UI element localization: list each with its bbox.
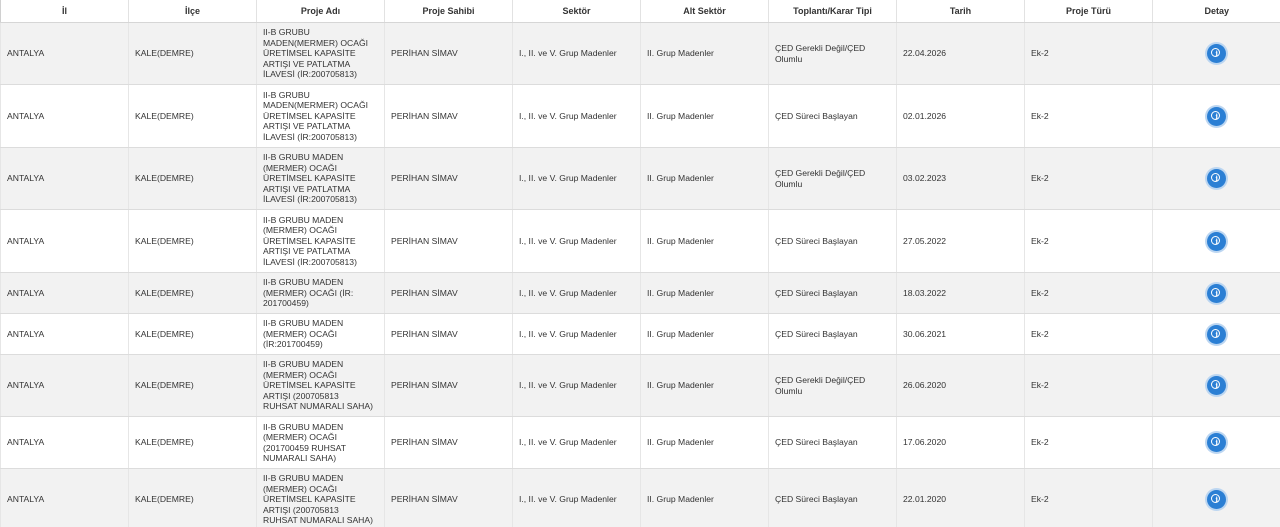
cell-il: ANTALYA (1, 85, 129, 148)
table-row (1, 417, 1280, 469)
cell-tarih: 22.04.2026 (897, 23, 1025, 85)
cell-detay (1153, 469, 1280, 527)
cell-tarih: 22.01.2020 (897, 469, 1025, 527)
cell-ilce: KALE(DEMRE) (129, 469, 257, 527)
cell-proje-sahibi: PERİHAN SİMAV (385, 148, 513, 210)
cell-sektor: I., II. ve V. Grup Madenler (513, 469, 641, 527)
cell-sektor: I., II. ve V. Grup Madenler (513, 23, 641, 85)
detail-button[interactable] (1207, 169, 1226, 188)
cell-tarih: 30.06.2021 (897, 314, 1025, 355)
cell-proje-sahibi: PERİHAN SİMAV (385, 23, 513, 85)
cell-proje-turu: Ek-2 (1025, 85, 1153, 148)
table-row (1, 314, 1280, 355)
table-row (1, 23, 1280, 85)
cell-sektor: I., II. ve V. Grup Madenler (513, 314, 641, 355)
info-icon-glyph: i (1215, 288, 1219, 298)
detail-button[interactable] (1207, 433, 1226, 452)
cell-karar-tipi: ÇED Gerekli Değil/ÇED Olumlu (769, 148, 897, 210)
cell-alt-sektor: II. Grup Madenler (641, 85, 769, 148)
cell-ilce: KALE(DEMRE) (129, 23, 257, 85)
info-icon-glyph: i (1215, 236, 1219, 246)
cell-proje-turu: Ek-2 (1025, 210, 1153, 273)
cell-detay (1153, 314, 1280, 355)
info-icon-glyph: i (1215, 495, 1219, 504)
header-sektor[interactable]: Sektör (513, 0, 641, 23)
cell-karar-tipi: ÇED Süreci Başlayan (769, 314, 897, 355)
cell-karar-tipi: ÇED Gerekli Değil/ÇED Olumlu (769, 23, 897, 85)
header-ilce[interactable]: İlçe (129, 0, 257, 23)
info-icon-glyph: i (1215, 111, 1219, 121)
cell-sektor: I., II. ve V. Grup Madenler (513, 148, 641, 210)
cell-proje-sahibi: PERİHAN SİMAV (385, 355, 513, 417)
cell-ilce: KALE(DEMRE) (129, 417, 257, 469)
cell-proje-sahibi: PERİHAN SİMAV (385, 417, 513, 469)
cell-ilce: KALE(DEMRE) (129, 273, 257, 314)
header-detay: Detay (1153, 0, 1280, 23)
cell-detay (1153, 85, 1280, 148)
header-proje-sahibi[interactable]: Proje Sahibi (385, 0, 513, 23)
table-row (1, 355, 1280, 417)
cell-detay (1153, 148, 1280, 210)
cell-sektor: I., II. ve V. Grup Madenler (513, 273, 641, 314)
cell-il: ANTALYA (1, 148, 129, 210)
cell-tarih: 27.05.2022 (897, 210, 1025, 273)
table-row (1, 210, 1280, 273)
header-karar-tipi[interactable]: Toplantı/Karar Tipi (769, 0, 897, 23)
cell-alt-sektor: II. Grup Madenler (641, 210, 769, 273)
cell-proje-turu: Ek-2 (1025, 314, 1153, 355)
info-icon-glyph: i (1215, 174, 1219, 183)
info-icon-glyph: i (1215, 49, 1219, 58)
cell-proje-adi: II-B GRUBU MADEN (MERMER) OCAĞI ÜRETİMSEL KAPASİTE ARTIŞI (200705813 RUHSAT NUMARALI SAHA) (257, 469, 385, 527)
header-tarih[interactable]: Tarih (897, 0, 1025, 23)
cell-proje-adi: II-B GRUBU MADEN (MERMER) OCAĞI (201700459 RUHSAT NUMARALI SAHA) (257, 417, 385, 469)
cell-alt-sektor: II. Grup Madenler (641, 355, 769, 417)
info-icon-glyph: i (1215, 381, 1219, 390)
cell-il: ANTALYA (1, 210, 129, 273)
cell-il: ANTALYA (1, 417, 129, 469)
cell-detay (1153, 355, 1280, 417)
cell-karar-tipi: ÇED Süreci Başlayan (769, 210, 897, 273)
cell-sektor: I., II. ve V. Grup Madenler (513, 85, 641, 148)
cell-alt-sektor: II. Grup Madenler (641, 23, 769, 85)
table-row (1, 273, 1280, 314)
cell-ilce: KALE(DEMRE) (129, 148, 257, 210)
cell-proje-turu: Ek-2 (1025, 148, 1153, 210)
cell-tarih: 02.01.2026 (897, 85, 1025, 148)
cell-alt-sektor: II. Grup Madenler (641, 148, 769, 210)
header-il[interactable]: İl (1, 0, 129, 23)
cell-proje-sahibi: PERİHAN SİMAV (385, 210, 513, 273)
cell-il: ANTALYA (1, 23, 129, 85)
cell-ilce: KALE(DEMRE) (129, 210, 257, 273)
cell-tarih: 03.02.2023 (897, 148, 1025, 210)
detail-button[interactable] (1207, 490, 1226, 509)
cell-karar-tipi: ÇED Süreci Başlayan (769, 417, 897, 469)
cell-il: ANTALYA (1, 469, 129, 527)
cell-tarih: 17.06.2020 (897, 417, 1025, 469)
cell-detay (1153, 210, 1280, 273)
cell-proje-sahibi: PERİHAN SİMAV (385, 469, 513, 527)
info-icon-glyph: i (1215, 438, 1219, 447)
cell-il: ANTALYA (1, 314, 129, 355)
header-alt-sektor[interactable]: Alt Sektör (641, 0, 769, 23)
cell-karar-tipi: ÇED Süreci Başlayan (769, 273, 897, 314)
cell-detay (1153, 23, 1280, 85)
cell-sektor: I., II. ve V. Grup Madenler (513, 210, 641, 273)
cell-proje-turu: Ek-2 (1025, 355, 1153, 417)
cell-il: ANTALYA (1, 273, 129, 314)
cell-proje-turu: Ek-2 (1025, 417, 1153, 469)
cell-proje-adi: II-B GRUBU MADEN (MERMER) OCAĞI (İR: 201700459) (257, 273, 385, 314)
header-proje-adi[interactable]: Proje Adı (257, 0, 385, 23)
cell-proje-adi: II-B GRUBU MADEN (MERMER) OCAĞI ÜRETİMSEL KAPASİTE ARTIŞI VE PATLATMA İLAVESİ (İR:200705813) (257, 148, 385, 210)
cell-proje-adi: II-B GRUBU MADEN (MERMER) OCAĞI ÜRETİMSEL KAPASİTE ARTIŞI (200705813 RUHSAT NUMARALI SAHA) (257, 355, 385, 417)
cell-karar-tipi: ÇED Gerekli Değil/ÇED Olumlu (769, 355, 897, 417)
cell-proje-adi: II-B GRUBU MADEN (MERMER) OCAĞI ÜRETİMSEL KAPASİTE ARTIŞI VE PATLATMA İLAVESİ (İR:200705813) (257, 210, 385, 273)
table-row (1, 85, 1280, 148)
cell-proje-sahibi: PERİHAN SİMAV (385, 85, 513, 148)
info-icon-glyph: i (1215, 329, 1219, 339)
cell-proje-turu: Ek-2 (1025, 23, 1153, 85)
cell-detay (1153, 417, 1280, 469)
cell-proje-sahibi: PERİHAN SİMAV (385, 314, 513, 355)
cell-karar-tipi: ÇED Süreci Başlayan (769, 85, 897, 148)
cell-proje-turu: Ek-2 (1025, 469, 1153, 527)
cell-ilce: KALE(DEMRE) (129, 355, 257, 417)
cell-alt-sektor: II. Grup Madenler (641, 417, 769, 469)
cell-ilce: KALE(DEMRE) (129, 314, 257, 355)
detail-button[interactable] (1207, 284, 1226, 303)
cell-alt-sektor: II. Grup Madenler (641, 273, 769, 314)
cell-alt-sektor: II. Grup Madenler (641, 469, 769, 527)
cell-proje-adi: II-B GRUBU MADEN(MERMER) OCAĞI ÜRETİMSEL KAPASİTE ARTIŞI VE PATLATMA İLAVESİ (İR:200705813) (257, 23, 385, 85)
cell-proje-sahibi: PERİHAN SİMAV (385, 273, 513, 314)
table-row (1, 469, 1280, 527)
detail-button[interactable] (1207, 107, 1226, 126)
cell-tarih: 26.06.2020 (897, 355, 1025, 417)
cell-il: ANTALYA (1, 355, 129, 417)
table-header-row (1, 0, 1280, 23)
detail-button[interactable] (1207, 376, 1226, 395)
cell-sektor: I., II. ve V. Grup Madenler (513, 417, 641, 469)
cell-proje-adi: II-B GRUBU MADEN (MERMER) OCAĞI (İR:201700459) (257, 314, 385, 355)
detail-button[interactable] (1207, 325, 1226, 344)
cell-karar-tipi: ÇED Süreci Başlayan (769, 469, 897, 527)
cell-alt-sektor: II. Grup Madenler (641, 314, 769, 355)
table-row (1, 148, 1280, 210)
cell-proje-turu: Ek-2 (1025, 273, 1153, 314)
cell-tarih: 18.03.2022 (897, 273, 1025, 314)
cell-ilce: KALE(DEMRE) (129, 85, 257, 148)
cell-proje-adi: II-B GRUBU MADEN(MERMER) OCAĞI ÜRETİMSEL KAPASİTE ARTIŞI VE PATLATMA İLAVESİ (İR:200705813) (257, 85, 385, 148)
cell-detay (1153, 273, 1280, 314)
cell-sektor: I., II. ve V. Grup Madenler (513, 355, 641, 417)
header-proje-turu[interactable]: Proje Türü (1025, 0, 1153, 23)
detail-button[interactable] (1207, 44, 1226, 63)
table-body (1, 23, 1280, 527)
detail-button[interactable] (1207, 232, 1226, 251)
